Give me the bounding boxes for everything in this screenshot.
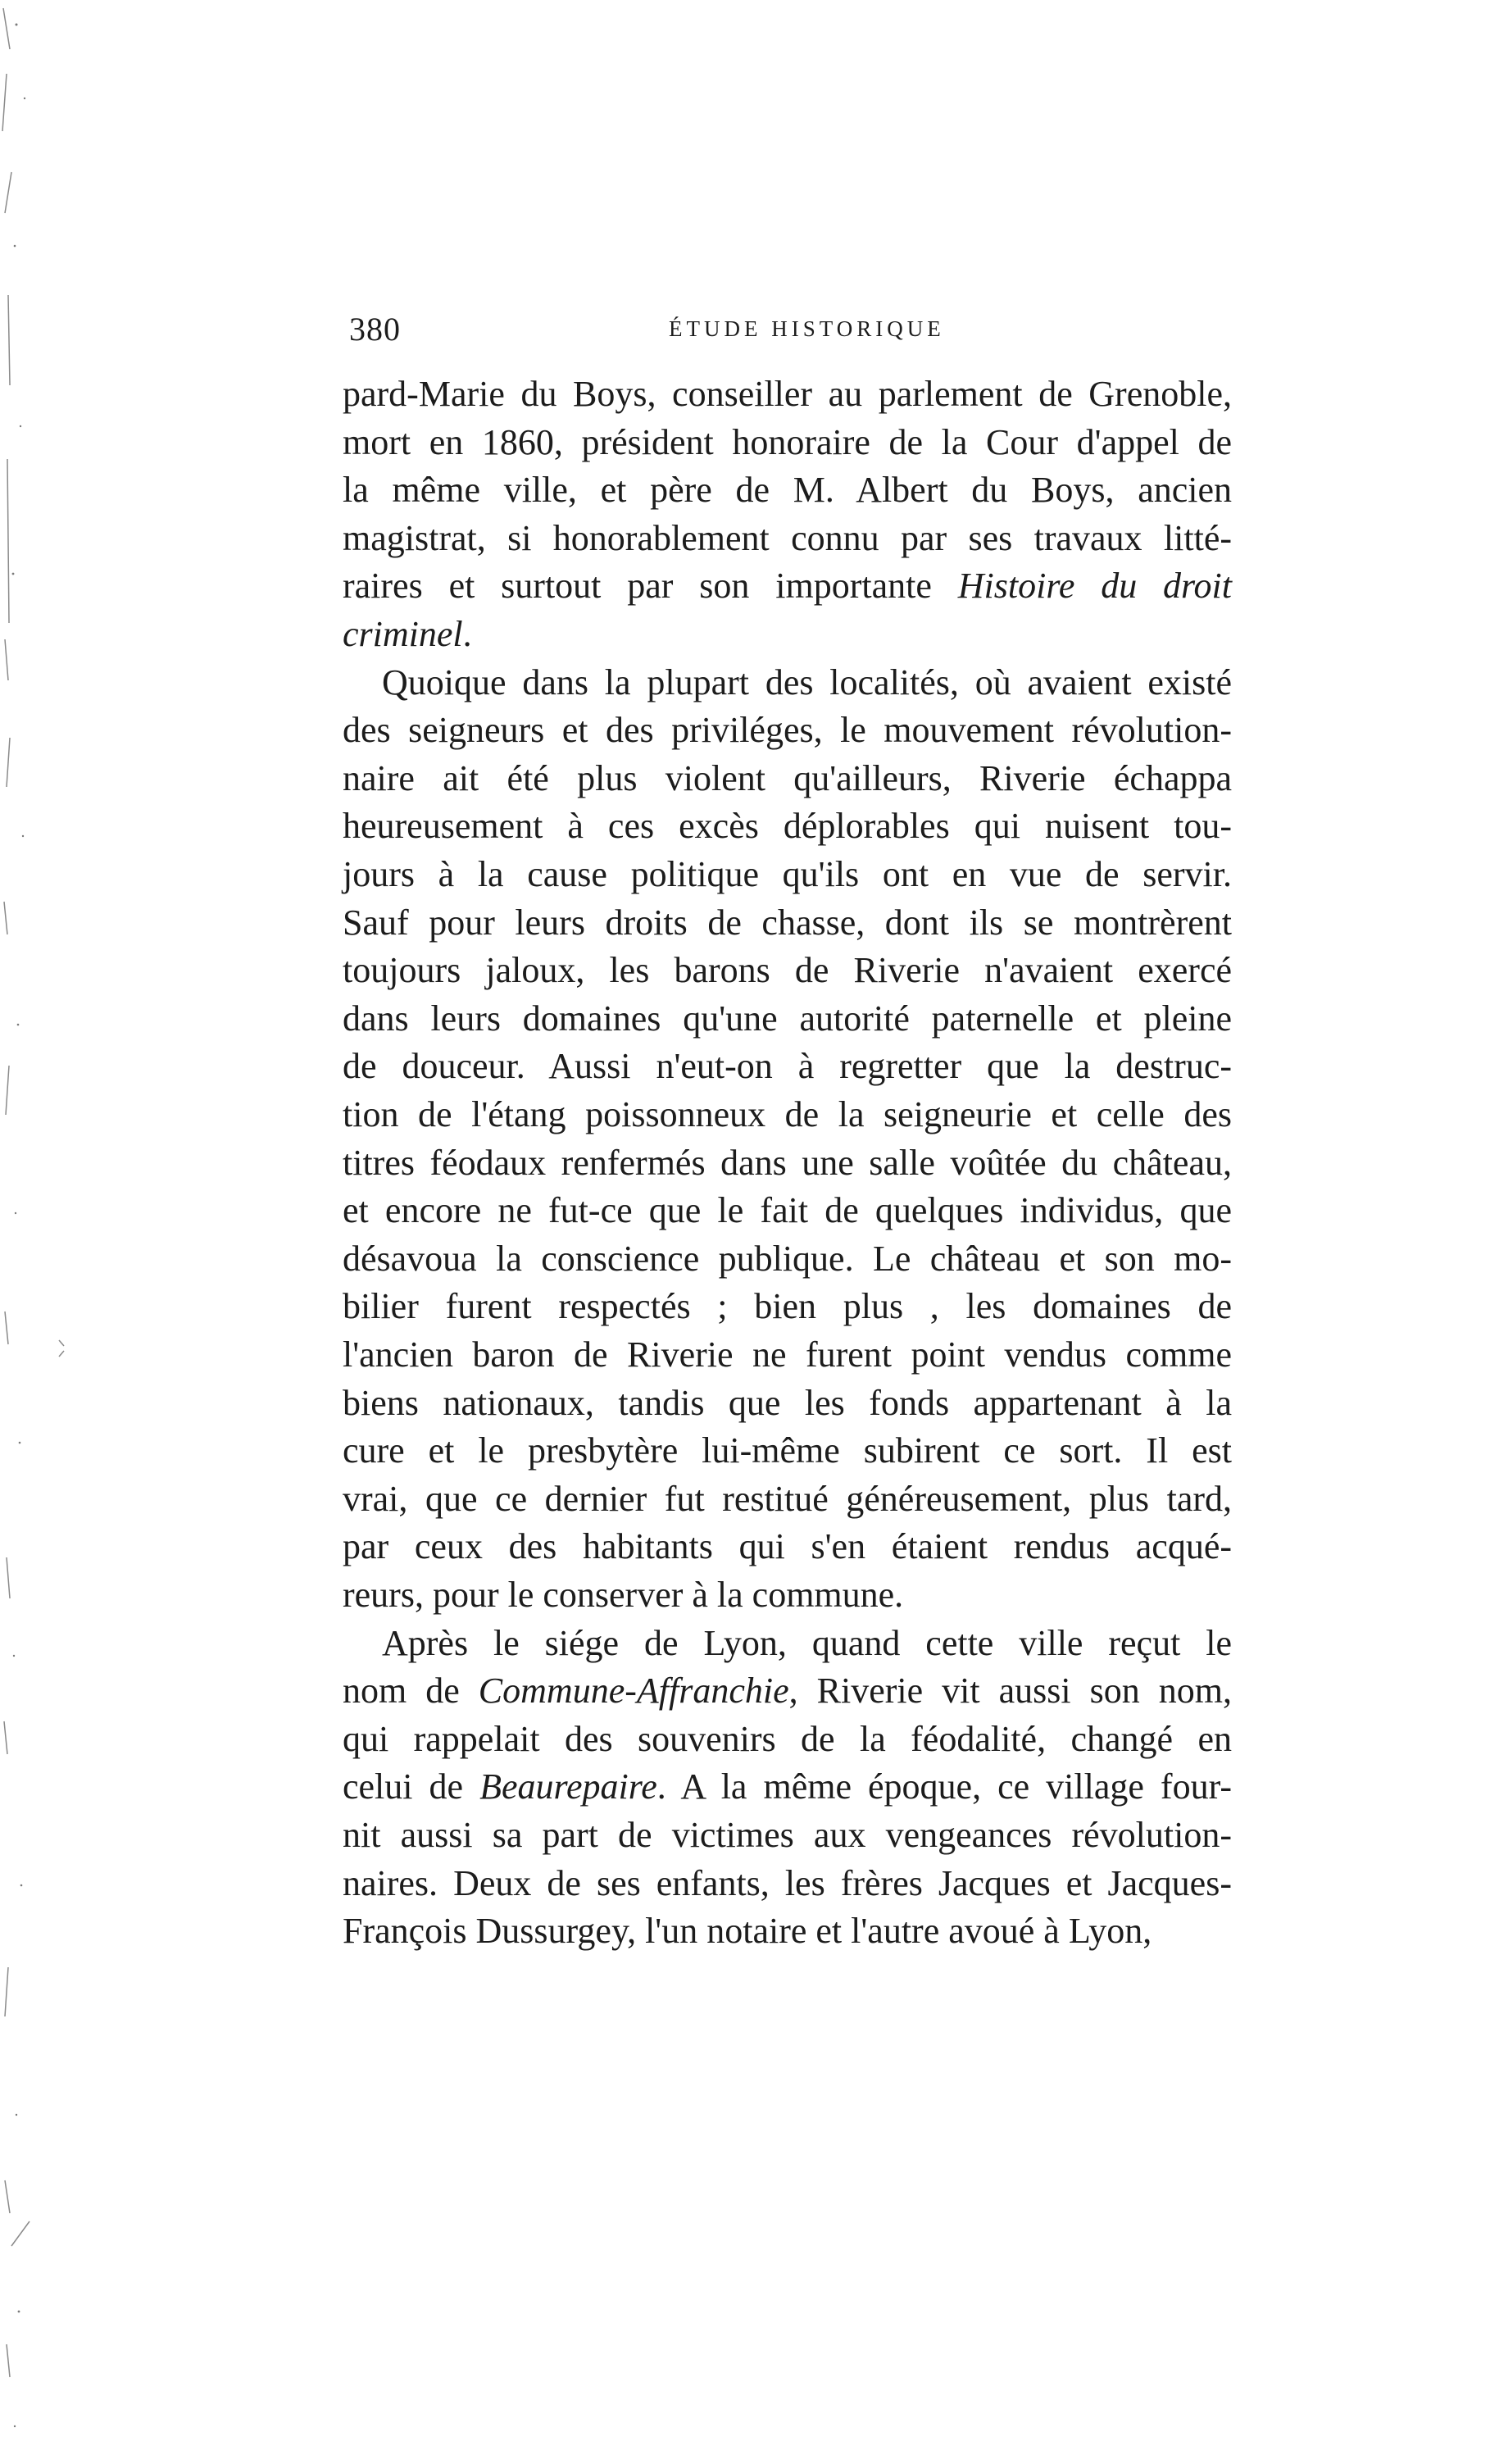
line-text: biens nationaux, tandis que les fonds appartenant à la <box>343 1382 1232 1423</box>
line-text: raires et surtout par son importante <box>343 566 958 607</box>
text-line <box>343 371 1232 418</box>
text-line <box>343 1283 1232 1330</box>
text-line <box>343 1091 1232 1139</box>
text-line <box>343 1043 1232 1090</box>
text-line <box>343 1812 1232 1859</box>
text-line <box>343 1571 1232 1619</box>
text-line <box>343 995 1232 1043</box>
line-text: cure et le presbytère lui-même subirent ce sort. Il est <box>343 1430 1232 1471</box>
line-text: celui de <box>343 1766 480 1807</box>
line-text: reurs, pour le conserver à la commune. <box>343 1575 904 1615</box>
text-line <box>343 707 1232 754</box>
text-line <box>343 851 1232 898</box>
line-text: Sauf pour leurs droits de chasse, dont ils se montrèrent <box>343 902 1232 943</box>
line-text: . <box>462 614 472 654</box>
line-text: et encore ne fut-ce que le fait de quelques individus, que <box>343 1190 1232 1231</box>
line-text: François Dussurgey, l'un notaire et l'autre avoué à Lyon, <box>343 1911 1152 1952</box>
line-text: vrai, que ce dernier fut restitué généreusement, plus tard, <box>343 1478 1232 1519</box>
text-line <box>343 1427 1232 1475</box>
text-line <box>343 1523 1232 1571</box>
line-text: toujours jaloux, les barons de Riverie n'avaient exercé <box>343 950 1232 991</box>
text-line <box>343 1187 1232 1234</box>
line-text: mort en 1860, président honoraire de la Cour d'appel de <box>343 421 1232 462</box>
line-text: nom de <box>343 1671 479 1712</box>
line-text: tion de l'étang poissonneux de la seigneurie et celle des <box>343 1094 1232 1134</box>
line-text: l'ancien baron de Riverie ne furent point vendus comme <box>343 1334 1232 1375</box>
text-line <box>343 466 1232 514</box>
italic-title: criminel <box>343 614 463 654</box>
line-text: Après le siége de Lyon, quand cette ville reçut le <box>382 1622 1232 1663</box>
text-line <box>343 899 1232 947</box>
italic-title: Commune-Affranchie <box>478 1671 789 1712</box>
text-line <box>343 419 1232 466</box>
italic-title: Histoire du droit <box>957 566 1232 607</box>
text-line <box>343 755 1232 802</box>
line-text: par ceux des habitants qui s'en étaient rendus acqué- <box>343 1526 1232 1567</box>
text-line <box>343 1235 1232 1283</box>
text-line <box>343 1763 1232 1811</box>
line-text: nit aussi sa part de victimes aux vengeances révolution- <box>343 1815 1232 1855</box>
text-line <box>382 659 1232 707</box>
line-text: qui rappelait des souvenirs de la féodalité, changé en <box>343 1718 1232 1759</box>
page-header <box>349 310 1236 359</box>
line-text: heureusement à ces excès déplorables qui nuisent tou- <box>343 806 1232 847</box>
text-line <box>343 1907 1232 1955</box>
line-text: jours à la cause politique qu'ils ont en vue de servir. <box>343 854 1232 894</box>
line-text: naire ait été plus violent qu'ailleurs, Riverie échappa <box>343 757 1232 798</box>
text-line <box>343 562 1232 610</box>
line-text: bilier furent respectés ; bien plus , les domaines de <box>343 1286 1232 1327</box>
line-text: de douceur. Aussi n'eut-on à regretter que la destruc- <box>343 1046 1232 1087</box>
page-number: 380 <box>349 311 401 348</box>
line-text: , Riverie vit aussi son nom, <box>788 1671 1232 1712</box>
line-text: magistrat, si honorablement connu par ses travaux litté- <box>343 517 1232 558</box>
text-line <box>343 1139 1232 1187</box>
text-line <box>343 1860 1232 1907</box>
text-line <box>343 1331 1232 1379</box>
text-line <box>343 1667 1232 1715</box>
line-text: la même ville, et père de M. Albert du Boys, ancien <box>343 470 1232 511</box>
line-text: dans leurs domaines qu'une autorité paternelle et pleine <box>343 998 1232 1039</box>
text-line <box>343 1716 1232 1763</box>
line-text: Quoique dans la plupart des localités, où avaient existé <box>382 661 1232 702</box>
running-head: ÉTUDE HISTORIQUE <box>669 316 945 341</box>
text-line <box>343 611 1232 658</box>
scan-edge-noise <box>0 0 74 2464</box>
line-text: pard-Marie du Boys, conseiller au parlement de Grenoble, <box>343 374 1232 414</box>
text-line <box>343 802 1232 850</box>
line-text: . A la même époque, ce village four- <box>656 1766 1232 1807</box>
text-line <box>343 1380 1232 1427</box>
italic-title: Beaurepaire <box>479 1766 657 1807</box>
line-text: naires. Deux de ses enfants, les frères Jacques et Jacques- <box>343 1862 1232 1903</box>
line-text: désavoua la conscience publique. Le château et son mo- <box>343 1238 1232 1279</box>
text-line <box>343 947 1232 994</box>
line-text: titres féodaux renfermés dans une salle voûtée du château, <box>343 1142 1232 1183</box>
text-line <box>382 1620 1232 1667</box>
text-line <box>343 515 1232 562</box>
text-line <box>343 1475 1232 1523</box>
line-text: des seigneurs et des priviléges, le mouvement révolution- <box>343 710 1232 751</box>
